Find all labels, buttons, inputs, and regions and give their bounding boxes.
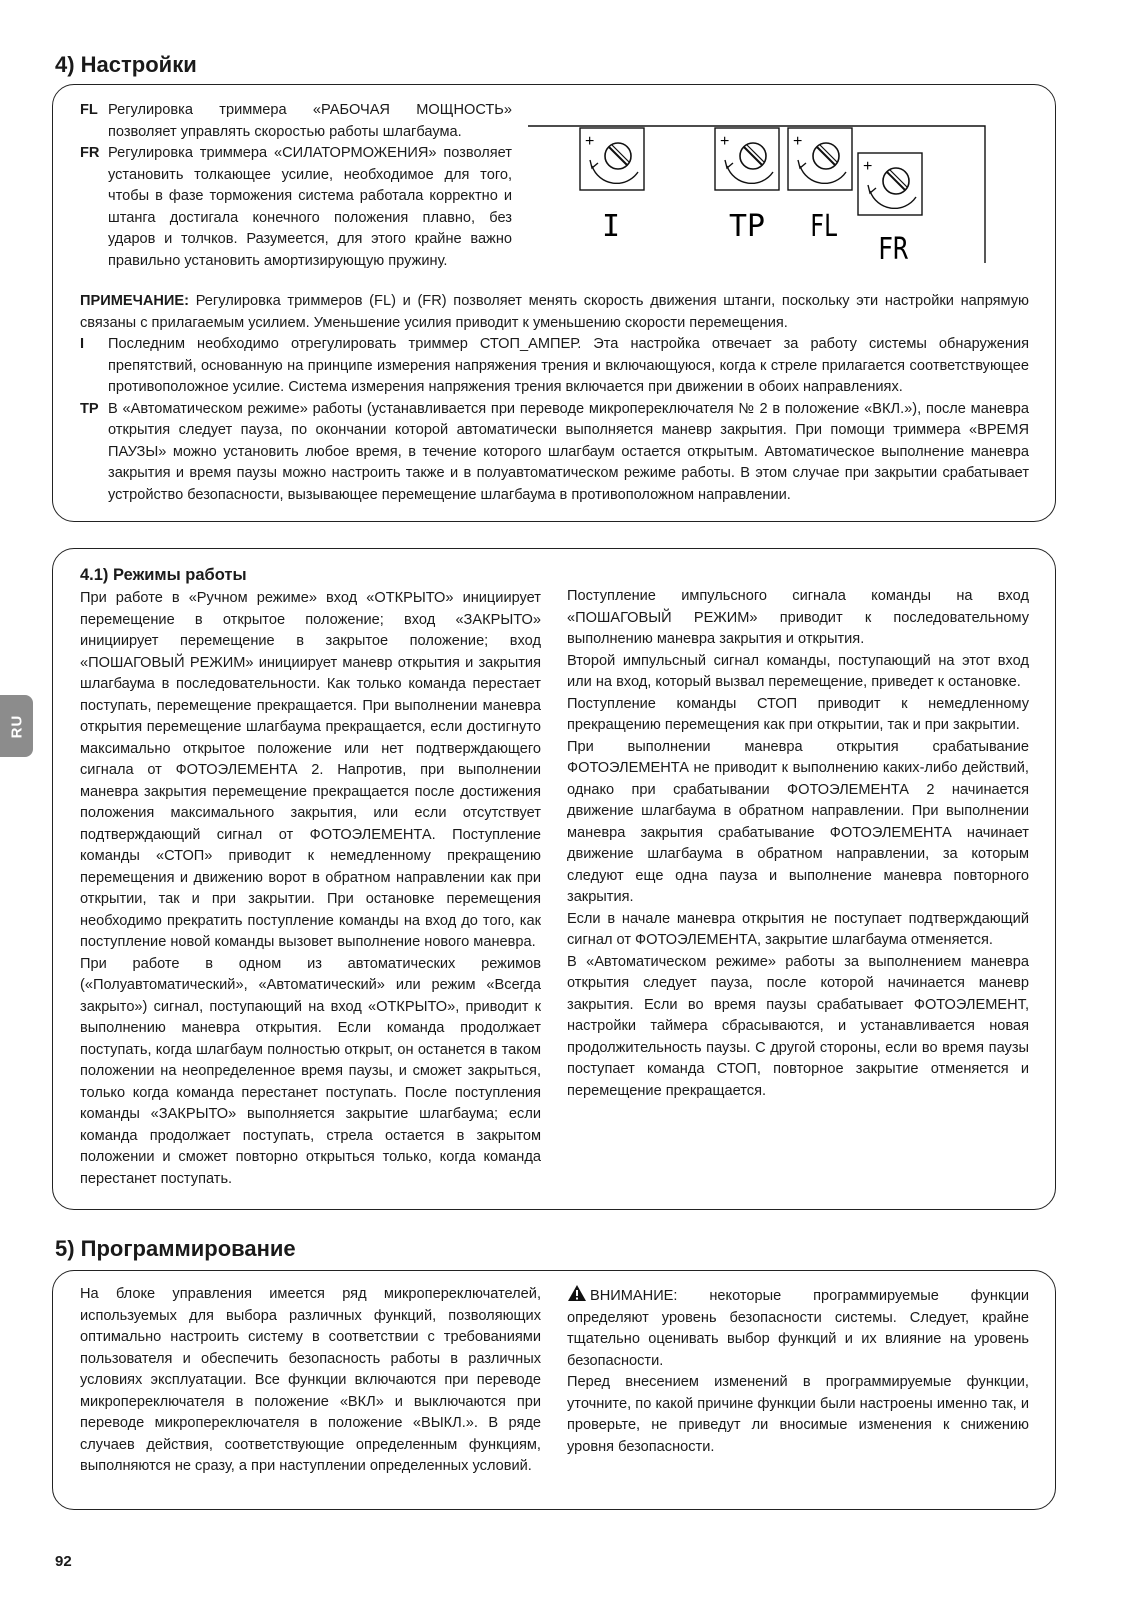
modes-right-paragraph-5: Если в начале маневра открытия не поступает подтверждающий сигнал от ФОТОЭЛЕМЕНТА, закрытие шлагбаума отменяется.	[567, 910, 1029, 948]
trimmer-fr	[858, 153, 922, 267]
warning-paragraph	[567, 1284, 1029, 1372]
note-text: Регулировка триммеров (FL) и (FR) позволяет менять скорость движения штанги, поскольку эти настройки напрямую связаны с прилагаемым усилием. Уменьшение усилия приводит к уменьшению скорости перемещения.	[80, 293, 1029, 331]
trimmer-diagram	[520, 118, 990, 268]
settings-notes	[80, 291, 1029, 506]
trimmer-definitions	[80, 100, 512, 272]
modes-right-paragraph-1: Поступление импульсного сигнала команды на вход «ПОШАГОВЫЙ РЕЖИМ» приводит к последовательному выполнению маневра закрытия и открытия.	[567, 588, 1029, 647]
note-paragraph	[80, 291, 1029, 334]
trimmer-fl	[788, 128, 852, 244]
plus-sign-fl: +	[793, 133, 803, 150]
modes-left-paragraph-1: При работе в «Ручном режиме» вход «ОТКРЫТО» инициирует перемещение в открытое положение; вход «ЗАКРЫТО» инициирует перемещение в закрытое положение; вход «ПОШАГОВЫЙ РЕЖИМ» инициирует маневр открытия и закрытия шлагбаума в последовательности. Как только команда перестает поступать, перемещение прекращается. При выполнении маневра открытия перемещение шлагбаума прекращается, если достигнуто максимально открытое положение или нет подтверждающего сигнала от ФОТОЭЛЕМЕНТА 2. Напротив, при выполнении маневра закрытия перемещение прекращается после достижения положения максимального закрытия, или если отсутствует подтверждающий сигнал от ФОТОЭЛЕМЕНТА. Поступление команды «СТОП» приводит к немедленному прекращению перемещения и движению ворот в обратном направлении как при открытии, так и при закрытии. При остановке перемещения необходимо прекратить поступление команды на вход до того, как поступление новой команды вызовет выполнение нового маневра.	[80, 590, 541, 950]
section-4-1-title: 4.1) Режимы работы	[80, 566, 247, 584]
trimmer-label-fl: FL	[810, 209, 838, 244]
i-definition	[80, 334, 1029, 399]
note-label: ПРИМЕЧАНИЕ:	[80, 293, 190, 309]
modes-right-paragraph-6: В «Автоматическом режиме» работы за выполнением маневра открытия следует пауза, после которой начинается маневр закрытия. Если во время паузы срабатывает ФОТОЭЛЕМЕНТ, настройки таймера сбрасываются, и устанавливается новая продолжительность паузы. С другой стороны, если во время паузы поступает команда СТОП, повторное закрытие отменяется и перемещение прекращается.	[567, 953, 1029, 1099]
language-tab	[0, 695, 33, 757]
fr-tag: FR	[80, 145, 100, 161]
fl-definition	[80, 100, 512, 143]
operating-modes-left-column	[80, 564, 541, 1190]
i-text: Последним необходимо отрегулировать триммер СТОП_АМПЕР. Эта настройка отвечает за работу системы обнаружения препятствий, основанную на принципе измерения напряжения трения и включающуюся, когда к стреле прилагается соответствующее противоположное усилие. Система измерения напряжения трения включается при движении в обоих направлениях.	[108, 336, 1029, 395]
tp-tag: TP	[80, 400, 99, 417]
programming-left-column	[80, 1284, 541, 1478]
warning-text: ВНИМАНИЕ: некоторые программируемые функции определяют уровень безопасности системы. Следует, крайне тщательно оценивать выбор функций и их влияние на уровень безопасности.	[567, 1288, 1029, 1369]
operating-modes-right-column	[567, 586, 1029, 1102]
modes-right-paragraph-3: Поступление команды СТОП приводит к немедленному прекращению перемещения как при открытии, так и при закрытии.	[567, 695, 1029, 733]
programming-right-text: Перед внесением изменений в программируемые функции, уточните, по какой причине функции были настроены именно так, и проверьте, не приведут ли вносимые изменения к снижению уровня безопасности.	[567, 1374, 1029, 1455]
programming-left-text: На блоке управления имеется ряд микропереключателей, используемых для выбора различных функций, позволяющих оптимально настроить систему в соответствии с требованиями пользователя и обеспечить безопасность работы в различных условиях эксплуатации. Все функции включаются при переводе микропереключателя в положение «ВКЛ» и выключаются при переводе микропереключателя в положение «ВЫКЛ.». В ряде случаев действия, соответствующие определенным функциям, выполняются не сразу, а при наступлении определенных условий.	[80, 1286, 541, 1474]
tp-definition	[80, 399, 1029, 507]
fl-text: Регулировка триммера «РАБОЧАЯ МОЩНОСТЬ» позволяет управлять скоростью работы шлагбаума.	[108, 102, 512, 140]
plus-sign-tp: +	[720, 133, 730, 150]
section-4-title: 4) Настройки	[55, 52, 197, 77]
modes-right-paragraph-2: Второй импульсный сигнал команды, поступающий на этот вход или на вход, который вызвал перемещение, приведет к остановке.	[567, 652, 1029, 690]
page-number: 92	[55, 1553, 72, 1570]
fr-definition	[80, 143, 512, 272]
trimmer-label-i: I	[602, 209, 621, 244]
trimmer-label-fr: FR	[878, 232, 909, 267]
tp-text: В «Автоматическом режиме» работы (устанавливается при переводе микропереключателя № 2 в положение «ВКЛ.»), после маневра открытия следует пауза, по окончании которой автоматически выполняется маневр закрытия. При помощи триммера «ВРЕМЯ ПАУЗЫ» можно установить любое время, в течение которого шлагбаум остается открытым. Автоматическое выполнение маневра закрытия и время паузы можно настроить также и в полуавтоматическом режиме работы. В этом случае при закрытии срабатывает устройство безопасности, вызывающее перемещение шлагбаума в противоположном направлении.	[108, 400, 1029, 503]
i-tag: I	[80, 336, 85, 352]
section-5-title: 5) Программирование	[55, 1236, 296, 1261]
modes-left-paragraph-2: При работе в одном из автоматических режимов («Полуавтоматический», «Автоматический» или режим «Всегда закрыто») сигнал, поступающий на вход «ОТКРЫТО», приводит к выполнению маневра открытия. Если команда продолжает поступать, когда шлагбаум полностью открыт, он останется в таком положении на неопределенное время паузы, и сможет закрыться, только когда команда перестанет поступать. После поступления команды «ЗАКРЫТО» выполняется закрытие шлагбаума; если команда продолжает поступать, стрела остается в закрытом положении и сможет повторно открыться только, когда команда перестанет поступать.	[80, 955, 541, 1187]
modes-right-paragraph-4: При выполнении маневра открытия срабатывание ФОТОЭЛЕМЕНТА не приводит к выполнению каких-либо действий, однако при срабатывании ФОТОЭЛЕМЕНТА 2 начинается движение шлагбаума в обратном направлении. При выполнении маневра закрытия срабатывание ФОТОЭЛЕМЕНТА начинает движение шлагбаума в обратном направлении, за которым следуют еще одна пауза и выполнение маневра повторного закрытия.	[567, 738, 1029, 905]
warning-triangle-icon	[567, 1284, 587, 1302]
fl-tag: FL	[80, 102, 98, 118]
trimmer-i	[580, 128, 644, 244]
programming-right-column	[567, 1284, 1029, 1458]
trimmer-label-tp: TP	[729, 209, 765, 244]
plus-sign-fr: +	[863, 158, 873, 175]
fr-text: Регулировка триммера «СИЛАТОРМОЖЕНИЯ» позволяет установить толкающее усилие, необходимое для того, чтобы в фазе торможения система работала корректно и штанга достигала конечного положения плавно, без ударов и толчков. Разумеется, для этого крайне важно правильно установить амортизирующую пружину.	[108, 145, 512, 269]
plus-sign-i: +	[585, 133, 595, 150]
trimmer-tp	[715, 128, 779, 244]
language-tab-label: RU	[7, 714, 25, 738]
